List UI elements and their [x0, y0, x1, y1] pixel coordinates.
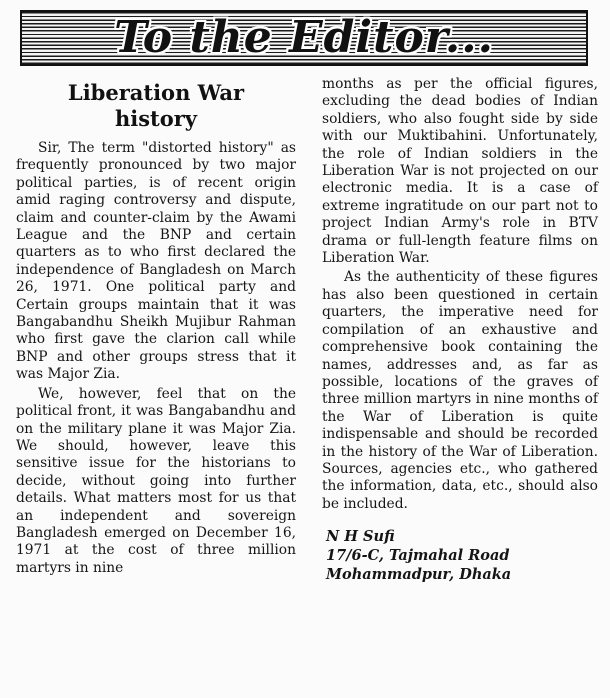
author-address-line-2: Mohammadpur, Dhaka [326, 566, 512, 584]
author-name: N H Sufi [326, 528, 395, 546]
right-column [322, 76, 598, 584]
author-signature [322, 527, 598, 584]
headline-line-1: Liberation War [67, 80, 245, 105]
paragraph-1: Sir, The term "distorted history" as frequently pronounced by two major political parties, is of recent origin amid raging controversy and dispute, claim and counter-claim by the Awami League and the BNP and certain quarters as to who first declared the independence of Bangladesh on March 26, 1971. One political party and Certain groups maintain that it was Bangabandhu Sheikh Mujibur Rahman who first gave the clarion call while BNP and other groups stress that it was Major Zia. [16, 140, 296, 383]
author-address-line-1: 17/6-C, Tajmahal Road [326, 547, 510, 565]
left-column [16, 80, 296, 577]
paragraph-2-continued: months as per the official figures, excluding the dead bodies of Indian soldiers, who also fought side by side with our Muktibahini. Unfortunately, the role of Indian soldiers in the Liberation War is not projected on our electronic media. It is a case of extreme ingratitude on our part not to project Indian Army's role in BTV drama or full-length feature films on Liberation War. [322, 76, 598, 267]
article-headline [16, 80, 296, 132]
banner-title: To the Editor... [114, 12, 494, 63]
paragraph-2: We, however, feel that on the political front, it was Bangabandhu and on the military plane it was Major Zia. We should, however, leave this sensitive issue for the historians to decide, without going into further details. What matters most for us that an independent and sovereign Bangladesh emerged on December 16, 1971 at the cost of three million martyrs in nine [16, 385, 296, 576]
section-banner [20, 10, 588, 66]
paragraph-3: As the authenticity of these figures has also been questioned in certain quarters, the imperative need for compilation of an exhaustive and comprehensive book containing the names, addresses and, as far as possible, locations of the graves of three million martyrs in nine months of the War of Liberation is quite indispensable and should be recorded in the history of the War of Liberation. Sources, agencies etc., who gathered the information, data, etc., should also be included. [322, 269, 598, 512]
headline-line-2: history [114, 106, 198, 131]
